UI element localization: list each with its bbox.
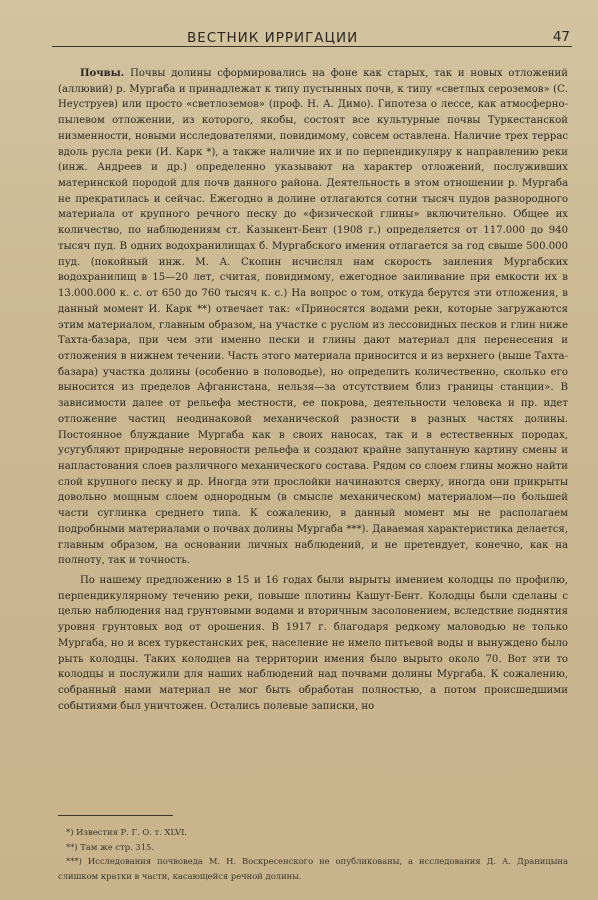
- footnotes: [58, 825, 568, 883]
- paragraph-1-text: Почвы долины сформировались на фоне как старых, так и новых отложений (аллювий) р. Мургаба и принадлежат к типу пустынных почв, к типу «светлых сероземов» (С. Неуструев) или просто «светлоземов» (проф. Н. А. Димо). Гипотеза о лессе, как атмосферно-пылевом отложении, из которого, якобы, состоят все культурные почвы Туркестанской низменности, новыми исследователями, повидимому, совсем оставлена. Наличие трех террас вдоль русла реки (И. Карк *), а также наличие их и по перпендикуляру к направлению реки (инж. Андреев и др.) определенно указывают на характер отложений, послуживших материнской породой для почв данного района. Деятельность в этом отношении р. Мургаба не прекратилась и сейчас. Ежегодно в долине отлагаются сотни тысяч пудов разнородного материала от крупного речного песку до «физической глины» включительно. Общее их количество, по наблюдениям ст. Казыкент-Бент (1908 г.) определяется от 117.000 до 940 тысяч пуд. В одних водохранилищах б. Мургабского имения отлагается за год свыше 500.000 пуд. (покойный инж. М. А. Скопин исчислял нам скорость заиления Мургабских водохранилищ в 15—20 лет, считая, повидимому, ежегодное заиливание при емкости их в 13.000.000 к. с. от 650 до 760 тысяч к. с.) На вопрос о том, откуда берутся эти отложения, в данный момент И. Карк **) отвечает так: «Приносятся водами реки, которые загружаются этим материалом, главным образом, на участке с руслом из лессовидных песков и глин ниже Тахта-базара, при чем эти именно пески и глины дают материал для перенесения и отложения в нижнем течении. Часть этого материала приносится и из верхнего (выше Тахта-базара) участка долины (особенно в половодье), но определить количественно, сколько его выносится из пределов Афганистана, нельзя—за отсутствием близ границы станции». В зависимости далее от рельефа местности, ее покрова, деятельности человека и пр. идет отложение частиц неодинаковой механической разности в разных частях долины. Постоянное блуждание Мургаба как в своих наносах, так и в естественных породах, усугубляют природные неровности рельефа и создают крайне запутанную картину смены и напластования слоев различного механического состава. Рядом со слоем глины можно найти слой крупного песку и др. Иногда эти прослойки начинаются сверху, иногда они прикрыты довольно мощным слоем однородным (в смысле механическом) материалом—по большей части суглинка среднего типа. К сожалению, в данный момент мы не располагаем подробными материалами о почвах долины Мургаба ***). Даваемая характеристика делается, главным образом, на основании личных наблюдений, и не претендует, конечно, как на полноту, так и точность.: [58, 68, 568, 567]
- article-body: [58, 66, 568, 714]
- footnote-divider: [58, 815, 173, 816]
- running-header: [52, 22, 572, 47]
- footnote-1: *) Известия Р. Г. О. т. XLVI.: [66, 827, 188, 837]
- paragraph-soils: [58, 66, 568, 569]
- page-number: 47: [552, 29, 570, 45]
- section-lead: Почвы.: [80, 68, 125, 79]
- paragraph-wells: По нашему предложению в 15 и 16 годах были вырыты имением колодцы по профилю, перпендикулярному течению реки, повыше плотины Кашут-Бент. Колодцы были сделаны с целью наблюдения над грунтовыми водами и вторичным засолонением, вследствие поднятия уровня грунтовых вод от орошения. В 1917 г. благодаря редкому маловодью не только Мургаба, но и всех туркестанских рек, население не имело питьевой воды и вынуждено было рыть колодцы. Таких колодцев на территории имения было вырыто около 70. Вот эти то колодцы и послужили для наших наблюдений над почвами долины Мургаба. К сожалению, собранный нами материал не мог быть обработан полностью, а потом происшедшими событиями был уничтожен. Остались полевые записки, но: [58, 575, 568, 712]
- footnote-2: **) Там же стр. 315.: [66, 841, 155, 852]
- journal-title: ВЕСТНИК ИРРИГАЦИИ: [187, 30, 359, 46]
- footnote-3: ***) Исследования почвоведа М. Н. Воскресенского не опубликованы, а исследования Д. А. Драницына слишком кратки в части, касающейся речной долины.: [58, 856, 568, 881]
